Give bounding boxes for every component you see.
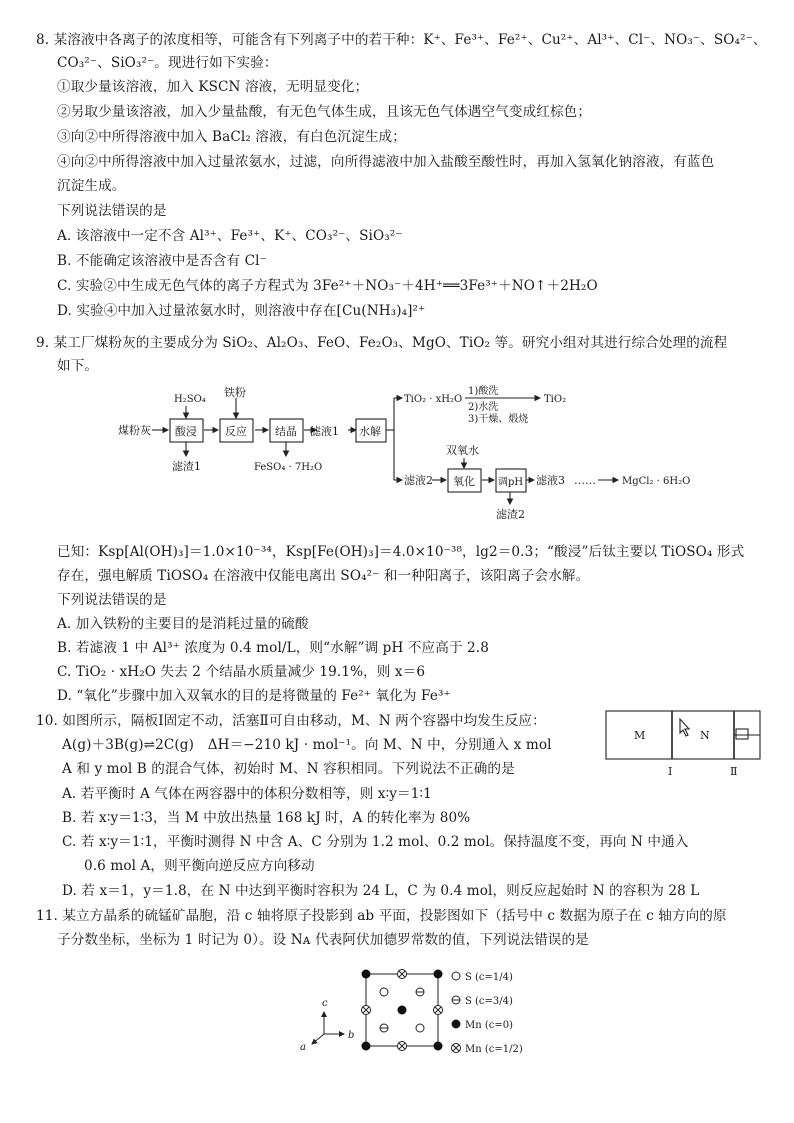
q10-option-b: B. 若 x∶y＝1∶3，当 M 中放出热量 168 kJ 时，A 的转化率为 80% [62, 810, 471, 826]
flow-mgcl2-product: MgCl₂ · 6H₂O [622, 476, 691, 487]
flow-reagent-h2so4: H₂SO₄ [174, 394, 206, 405]
flow-filtrate2: 滤液2 [404, 474, 433, 487]
flow-box-adjust-ph: 调pH [498, 477, 524, 488]
q8-step3: ③向②中所得溶液中加入 BaCl₂ 溶液，有白色沉淀生成； [57, 129, 406, 145]
q10-option-c-line2: 0.6 mol A，则平衡向逆反应方向移动 [84, 858, 315, 874]
q8-step2: ②另取少量该溶液，加入少量盐酸，有无色气体生成，且该无色气体遇空气变成红棕色； [57, 104, 592, 120]
q8-stem-line2: CO₃²⁻、SiO₃²⁻。现进行如下实验： [57, 55, 278, 71]
q10-stem-line1: 10. 如图所示，隔板Ⅰ固定不动，活塞Ⅱ可自由移动，M、N 两个容器中均发生反应： [36, 713, 546, 729]
q9-option-b: B. 若滤液 1 中 Al³⁺ 浓度为 0.4 mol/L，则“水解”调 pH 不应高于 2.8 [57, 640, 489, 656]
legend-mn-zero: Mn (c=0) [465, 1020, 514, 1031]
legend-mn-half: Mn (c=1/2) [465, 1044, 523, 1055]
flow-residue1: 滤渣1 [172, 460, 201, 473]
q11-stem-line1: 11. 某立方晶系的硫锰矿晶胞，沿 c 轴将原子投影到 ab 平面，投影图如下（括号中 c 数据为原子在 c 轴方向的原 [36, 908, 727, 924]
q8-option-a: A. 该溶液中一定不含 Al³⁺、Fe³⁺、K⁺、CO₃²⁻、SiO₃²⁻ [57, 228, 403, 244]
flow-ellipsis: …… [574, 474, 596, 487]
flow-box-reaction: 反应 [225, 425, 247, 438]
flow-filtrate1: 滤液1 [310, 425, 339, 438]
flow-tio2-product: TiO₂ [544, 394, 567, 405]
q9-stem-line1: 9. 某工厂煤粉灰的主要成分为 SiO₂、Al₂O₃、FeO、Fe₂O₃、MgO、TiO₂ 等。研究小组对其进行综合处理的流程 [36, 335, 728, 351]
atom-mn-zero [362, 1042, 370, 1050]
legend-s-quarter-icon [452, 972, 460, 980]
flow-raw-material: 煤粉灰 [118, 424, 151, 437]
atom-mn-zero [398, 1006, 406, 1014]
axis-a-label: a [300, 1042, 306, 1053]
piston-label-2: Ⅱ [730, 765, 738, 778]
q10-stem-line3: A 和 y mol B 的混合气体，初始时 M、N 容积相同。下列说法不正确的是 [62, 761, 515, 777]
axis-c-label: c [322, 998, 328, 1009]
q8-ask: 下列说法错误的是 [57, 203, 167, 219]
legend-s-three-quarter-icon [452, 996, 460, 1004]
q9-process-flowchart [110, 384, 770, 540]
atom-s-quarter [380, 988, 388, 996]
q11-stem-line2: 子分数坐标，坐标为 1 时记为 0）。设 Nᴀ 代表阿伏加德罗常数的值，下列说法错误的是 [57, 932, 589, 948]
legend-mn-zero-icon [452, 1020, 460, 1028]
flow-tio2-hydrate: TiO₂ · xH₂O [404, 394, 463, 405]
atom-s-quarter [416, 1024, 424, 1032]
flow-treat-step2: 2)水洗 [468, 402, 499, 413]
q8-stem-line1: 8. 某溶液中各离子的浓度相等，可能含有下列离子中的若干种：K⁺、Fe³⁺、Fe²⁺、Cu²⁺、Al³⁺、Cl⁻、NO₃⁻、SO₄²⁻、 [36, 32, 767, 48]
partition-label-1: Ⅰ [668, 765, 673, 778]
atom-mn-half [398, 970, 407, 979]
atom-mn-zero [434, 970, 442, 978]
q9-ask: 下列说法错误的是 [57, 592, 167, 608]
q10-option-a: A. 若平衡时 A 气体在两容器中的体积分数相等，则 x∶y＝1∶1 [62, 786, 432, 802]
q9-stem-line2: 如下。 [57, 358, 99, 374]
q10-option-d: D. 若 x＝1，y＝1.8，在 N 中达到平衡时容积为 24 L，C 为 0.4 mol，则反应起始时 N 的容积为 28 L [62, 883, 700, 899]
q8-option-d: D. 实验④中加入过量浓氨水时，则溶液中存在[Cu(NH₃)₄]²⁺ [57, 303, 426, 319]
flow-box-crystallize: 结晶 [275, 425, 297, 438]
atom-mn-zero [362, 970, 370, 978]
atom-mn-half [362, 1006, 371, 1015]
flow-filtrate3: 滤液3 [536, 474, 565, 487]
atom-mn-half [398, 1042, 407, 1051]
axis-b-label: b [348, 1030, 355, 1041]
flow-box-oxidize: 氧化 [453, 475, 475, 488]
container-label-m: M [634, 729, 646, 742]
q9-option-d: D. “氧化”步骤中加入双氧水的目的是将微量的 Fe²⁺ 氧化为 Fe³⁺ [57, 688, 451, 704]
container-label-n: N [700, 729, 710, 742]
q10-option-c-line1: C. 若 x∶y＝1∶1，平衡时测得 N 中含 A、C 分别为 1.2 mol、0.2 mol。保持温度不变，再向 N 中通入 [62, 834, 689, 850]
flow-reagent-h2o2: 双氧水 [446, 444, 479, 457]
legend-s-quarter: S (c=1/4) [465, 972, 513, 983]
flow-residue2: 滤渣2 [496, 508, 525, 521]
q10-container-diagram [604, 709, 764, 781]
atom-s-three-quarter [416, 988, 424, 996]
atom-s-three-quarter [380, 1024, 388, 1032]
flow-box-acid-leach: 酸浸 [175, 425, 197, 438]
flow-reagent-iron: 铁粉 [224, 386, 246, 399]
flow-treat-step3: 3)干燥、煅烧 [468, 414, 529, 425]
q8-step4-line1: ④向②中所得溶液中加入过量浓氨水，过滤，向所得滤液中加入盐酸至酸性时，再加入氢氧化钠溶液，有蓝色 [57, 154, 715, 170]
atom-mn-half [434, 1006, 443, 1015]
legend-s-three-quarter: S (c=3/4) [465, 996, 513, 1007]
q8-step4-line2: 沉淀生成。 [57, 178, 126, 194]
flow-box-hydrolysis: 水解 [359, 425, 381, 438]
legend-mn-half-icon [452, 1044, 461, 1053]
q8-step1: ①取少量该溶液，加入 KSCN 溶液，无明显变化； [57, 79, 369, 95]
q11-crystal-projection [296, 966, 536, 1062]
flow-crystal-product: FeSO₄ · 7H₂O [254, 462, 323, 473]
q9-option-a: A. 加入铁粉的主要目的是消耗过量的硫酸 [57, 616, 309, 632]
q9-known-line2: 存在，强电解质 TiOSO₄ 在溶液中仅能电离出 SO₄²⁻ 和一种阳离子，该阳离子会水解。 [57, 568, 590, 584]
q9-known-line1: 已知：Ksp[Al(OH)₃]＝1.0×10⁻³⁴，Ksp[Fe(OH)₃]＝4.0×10⁻³⁸，lg2＝0.3；“酸浸”后钛主要以 TiOSO₄ 形式 [57, 544, 745, 560]
q8-option-c: C. 实验②中生成无色气体的离子方程式为 3Fe²⁺＋NO₃⁻＋4H⁺══3Fe³⁺＋NO↑＋2H₂O [57, 278, 598, 294]
q8-option-b: B. 不能确定该溶液中是否含有 Cl⁻ [57, 253, 267, 269]
flow-treat-step1: 1)酸洗 [468, 386, 499, 397]
q9-option-c: C. TiO₂ · xH₂O 失去 2 个结晶水质量减少 19.1%，则 x＝6 [57, 664, 426, 680]
atom-mn-zero [434, 1042, 442, 1050]
q10-stem-line2: A(g)＋3B(g)⇌2C(g) ΔH＝−210 kJ · mol⁻¹。向 M、N 中，分别通入 x mol [62, 737, 552, 753]
